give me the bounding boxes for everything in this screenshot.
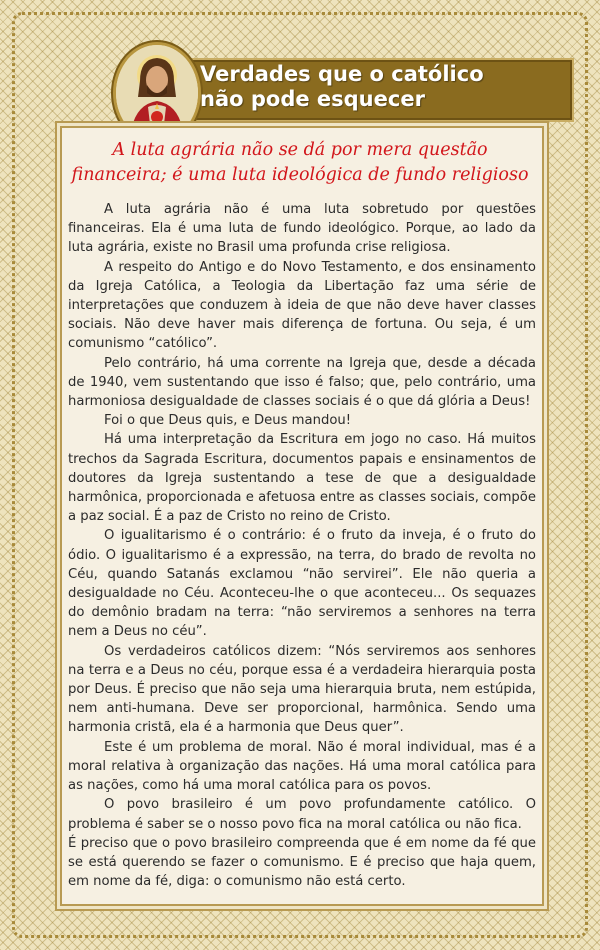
title-line-1: Verdades que o católico (200, 62, 484, 86)
page-title (200, 62, 560, 112)
paragraph: Pelo contrário, há uma corrente na Igreja que, desde a década de 1940, vem sustentando que isso é falso; que, pelo contrário, uma harmoniosa desigualdade de classes sociais é o que dá glória a Deus! (68, 355, 536, 410)
paragraph: Há uma interpretação da Escritura em jogo no caso. Há muitos trechos da Sagrada Escritura, documentos papais e ensinamentos de doutores da Igreja sustentando a tese de que a desigualdade harmônica, proporcionada e afetuosa entre as classes sociais, compõe a paz social. É a paz de Cristo no reino de Cristo. (68, 432, 536, 525)
article-subtitle (70, 138, 530, 188)
paragraph: O igualitarismo é o contrário: é o fruto da inveja, é o fruto do ódio. O igualitarismo é a expressão, na terra, do brado de revolta no Céu, quando Satanás exclamou “não servirei”. Ele não queria a desigualdade no Céu. Aconteceu-lhe o que aconteceu... Os sequazes do demônio bradam na terra: “não serviremos a senhores na terra nem a Deus no céu”. (68, 528, 536, 640)
subtitle-line-2: financeira; é uma luta ideológica de fundo religioso (71, 165, 529, 185)
paragraph: A respeito do Antigo e do Novo Testamento, e dos ensinamento da Igreja Católica, a Teologia da Libertação faz uma série de interpretações que conduzem à ideia de que não deve haver classes sociais. Não deve haver mais diferença de fortuna. Ou seja, é um comunismo “católico”. (68, 259, 536, 352)
paragraph: Este é um problema de moral. Não é moral individual, mas é a moral relativa à organização das nações. Há uma moral católica para as nações, como há uma moral católica para os povos. (68, 739, 536, 794)
subtitle-line-1: A luta agrária não se dá por mera questão (112, 140, 488, 160)
paragraph: É preciso que o povo brasileiro compreenda que é em nome da fé que se está querendo se fazer o comunismo. E é preciso que haja quem, em nome da fé, diga: o comunismo não está certo. (68, 835, 536, 890)
paragraph: Foi o que Deus quis, e Deus mandou! (104, 413, 352, 429)
article-body (68, 200, 536, 891)
paragraph: O povo brasileiro é um povo profundamente católico. O problema é saber se o nosso povo fica na moral católica ou não fica. (68, 797, 536, 832)
title-line-2: não pode esquecer (200, 87, 425, 111)
paragraph: Os verdadeiros católicos dizem: “Nós serviremos aos senhores na terra e a Deus no céu, porque essa é a verdadeira hierarquia posta por Deus. É preciso que não seja uma hierarquia bruta, nem estúpida, nem anti-humana. Deve ser proporcional, harmônica. Sendo uma harmonia cristã, ela é a harmonia que Deus quer”. (68, 643, 536, 736)
paragraph: A luta agrária não é uma luta sobretudo por questões financeiras. Ela é uma luta de fundo ideológico. Porque, ao lado da luta agrária, existe no Brasil uma profunda crise religiosa. (68, 202, 536, 256)
